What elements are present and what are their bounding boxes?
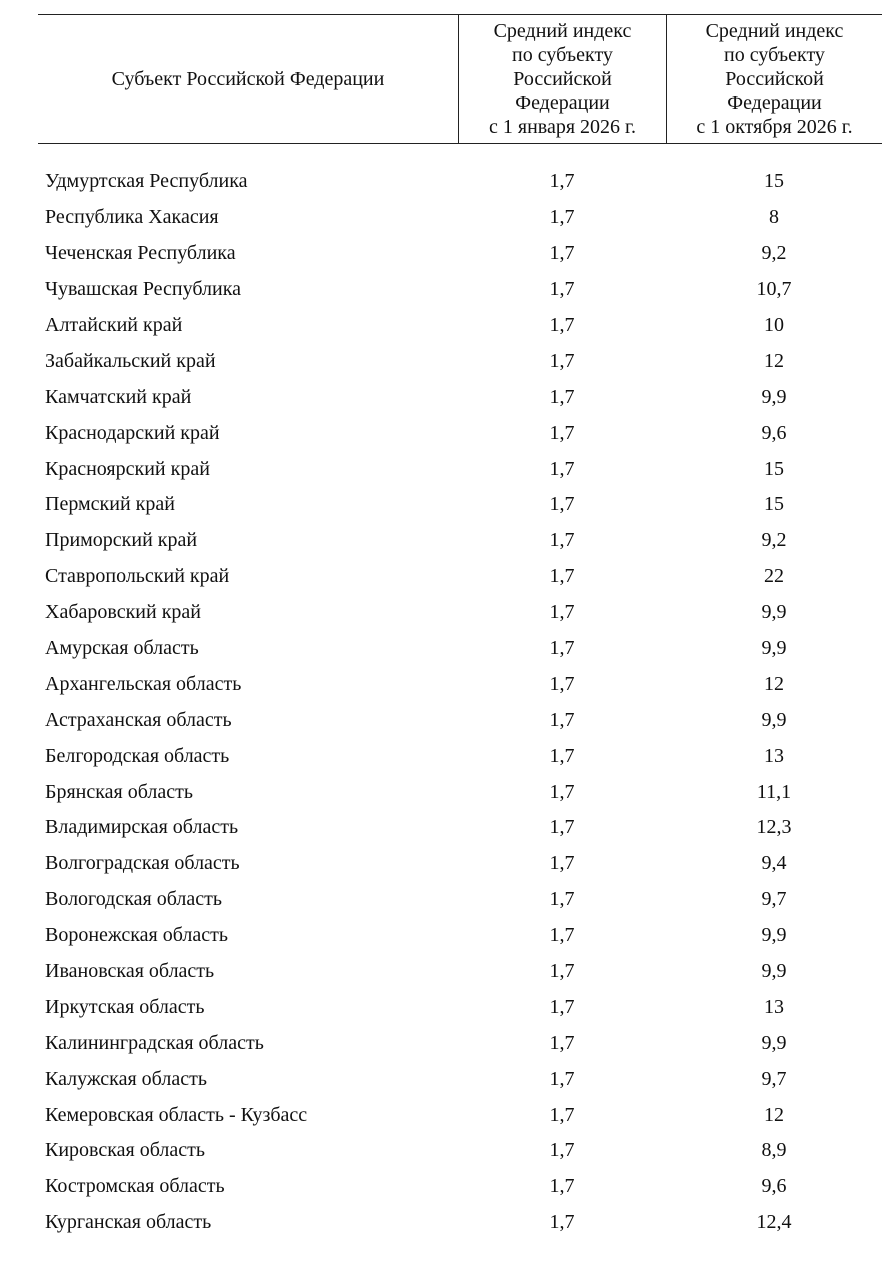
index-october: 10,7 [756, 278, 792, 301]
header-index-october-text [696, 19, 852, 139]
index-october: 9,7 [761, 1067, 787, 1090]
table-row [38, 810, 882, 846]
header-index-october-line: с 1 октября 2026 г. [696, 116, 853, 138]
index-october: 9,9 [761, 960, 787, 983]
header-index-january-line: с 1 января 2026 г. [489, 116, 636, 138]
index-october: 15 [764, 170, 784, 193]
table-row [38, 954, 882, 990]
index-october: 12,4 [756, 1211, 792, 1234]
header-index-october-line: по субъекту [724, 44, 825, 66]
index-january: 1,7 [549, 637, 575, 660]
subject-name: Чеченская Республика [45, 242, 236, 265]
table-row [38, 487, 882, 523]
index-october: 13 [764, 744, 784, 767]
subject-name: Республика Хакасия [45, 206, 219, 229]
table-row [38, 379, 882, 415]
index-january: 1,7 [549, 349, 575, 372]
table-row [38, 989, 882, 1025]
subject-name: Калининградская область [45, 1031, 264, 1054]
index-october: 10 [764, 314, 784, 336]
subject-name: Краснодарский край [45, 421, 220, 444]
subject-name: Белгородская область [45, 744, 230, 767]
subject-name: Камчатский край [45, 385, 192, 408]
subject-name: Воронежская область [45, 924, 229, 947]
subject-name: Костромская область [45, 1175, 225, 1198]
index-october: 11,1 [756, 780, 792, 803]
header-index-october [666, 15, 882, 143]
subject-name: Калужская область [45, 1067, 207, 1090]
table-row [38, 1061, 882, 1097]
index-january: 1,7 [549, 852, 575, 875]
subject-name: Брянская область [45, 780, 194, 803]
index-january: 1,7 [549, 924, 575, 947]
table-row [38, 523, 882, 559]
header-subject-label: Субъект Российской Федерации [111, 68, 385, 90]
table-row [38, 738, 882, 774]
subject-name: Архангельская область [45, 672, 242, 695]
subject-name: Чувашская Республика [45, 278, 242, 301]
table-row [38, 666, 882, 702]
index-october: 15 [764, 457, 784, 480]
table-row [38, 882, 882, 918]
index-october: 9,6 [761, 421, 787, 444]
index-january: 1,7 [549, 1067, 575, 1090]
subject-name: Забайкальский край [45, 349, 216, 372]
index-january: 1,7 [549, 1139, 575, 1162]
subject-name: Красноярский край [45, 457, 210, 480]
table-body [38, 164, 882, 1241]
index-october: 9,6 [761, 1175, 787, 1198]
subject-name: Ивановская область [45, 960, 215, 983]
index-january: 1,7 [549, 278, 575, 301]
table-row [38, 918, 882, 954]
index-october: 9,9 [761, 924, 787, 947]
index-january: 1,7 [549, 672, 575, 695]
index-october: 9,9 [761, 637, 787, 660]
index-january: 1,7 [549, 960, 575, 983]
table-row [38, 1169, 882, 1205]
header-index-october-line: Средний индекс [705, 20, 844, 42]
table-row [38, 164, 882, 200]
header-index-january-line: Федерации [515, 92, 610, 114]
subject-name: Кировская область [45, 1139, 206, 1162]
index-january: 1,7 [549, 601, 575, 624]
index-october: 8,9 [761, 1139, 787, 1162]
index-january: 1,7 [549, 708, 575, 731]
index-january: 1,7 [549, 170, 575, 193]
index-january: 1,7 [549, 242, 575, 265]
subject-name: Волгоградская область [45, 852, 240, 875]
index-january: 1,7 [549, 314, 575, 336]
header-index-january-line: Средний индекс [493, 20, 632, 42]
index-october: 9,7 [761, 888, 787, 911]
index-january: 1,7 [549, 421, 575, 444]
index-october: 9,4 [761, 852, 787, 875]
index-october: 12 [764, 672, 784, 695]
table-row [38, 1025, 882, 1061]
index-january: 1,7 [549, 493, 575, 516]
header-subject [38, 15, 458, 143]
table-row [38, 451, 882, 487]
header-index-october-line: Федерации [727, 92, 822, 114]
index-table [38, 14, 882, 1241]
table-row [38, 415, 882, 451]
table-row [38, 595, 882, 631]
index-october: 9,9 [761, 708, 787, 731]
subject-name: Вологодская область [45, 888, 223, 911]
index-october: 8 [769, 206, 779, 229]
index-january: 1,7 [549, 816, 575, 839]
index-october: 9,2 [761, 529, 787, 552]
index-january: 1,7 [549, 457, 575, 480]
subject-name: Амурская область [45, 637, 199, 660]
index-october: 22 [764, 565, 784, 588]
subject-name: Астраханская область [45, 708, 232, 731]
table-row [38, 846, 882, 882]
index-october: 12 [764, 349, 784, 372]
subject-name: Приморский край [45, 529, 198, 552]
index-january: 1,7 [549, 1211, 575, 1234]
index-january: 1,7 [549, 888, 575, 911]
subject-name: Удмуртская Республика [45, 170, 248, 193]
index-january: 1,7 [549, 1175, 575, 1198]
index-january: 1,7 [549, 1031, 575, 1054]
index-october: 9,2 [761, 242, 787, 265]
index-january: 1,7 [549, 206, 575, 229]
table-row [38, 774, 882, 810]
index-january: 1,7 [549, 744, 575, 767]
header-index-january-line: Российской [513, 68, 612, 90]
index-october: 9,9 [761, 1031, 787, 1054]
table-row [38, 236, 882, 272]
subject-name: Хабаровский край [45, 601, 201, 624]
header-index-january-text [489, 19, 636, 139]
table-row [38, 272, 882, 308]
table-row [38, 702, 882, 738]
index-january: 1,7 [549, 529, 575, 552]
index-january: 1,7 [549, 780, 575, 803]
header-index-january [458, 15, 666, 143]
header-index-october-line: Российской [725, 68, 824, 90]
table-row [38, 631, 882, 667]
index-october: 15 [764, 493, 784, 516]
index-october: 9,9 [761, 385, 787, 408]
index-october: 13 [764, 995, 784, 1018]
index-january: 1,7 [549, 1103, 575, 1126]
subject-name: Ставропольский край [45, 565, 230, 588]
index-january: 1,7 [549, 565, 575, 588]
index-october: 12,3 [756, 816, 792, 839]
subject-name: Курганская область [45, 1211, 212, 1234]
table-row [38, 343, 882, 379]
index-january: 1,7 [549, 995, 575, 1018]
subject-name: Алтайский край [45, 314, 183, 336]
table-row [38, 308, 882, 344]
subject-name: Пермский край [45, 493, 175, 516]
table-header [38, 14, 882, 144]
subject-name: Владимирская область [45, 816, 239, 839]
subject-name: Иркутская область [45, 995, 205, 1018]
index-october: 9,9 [761, 601, 787, 624]
table-row [38, 1205, 882, 1241]
index-january: 1,7 [549, 385, 575, 408]
subject-name: Кемеровская область - Кузбасс [45, 1103, 308, 1126]
table-row [38, 559, 882, 595]
table-row [38, 1097, 882, 1133]
table-row [38, 1133, 882, 1169]
table-row [38, 200, 882, 236]
index-october: 12 [764, 1103, 784, 1126]
header-index-january-line: по субъекту [512, 44, 613, 66]
